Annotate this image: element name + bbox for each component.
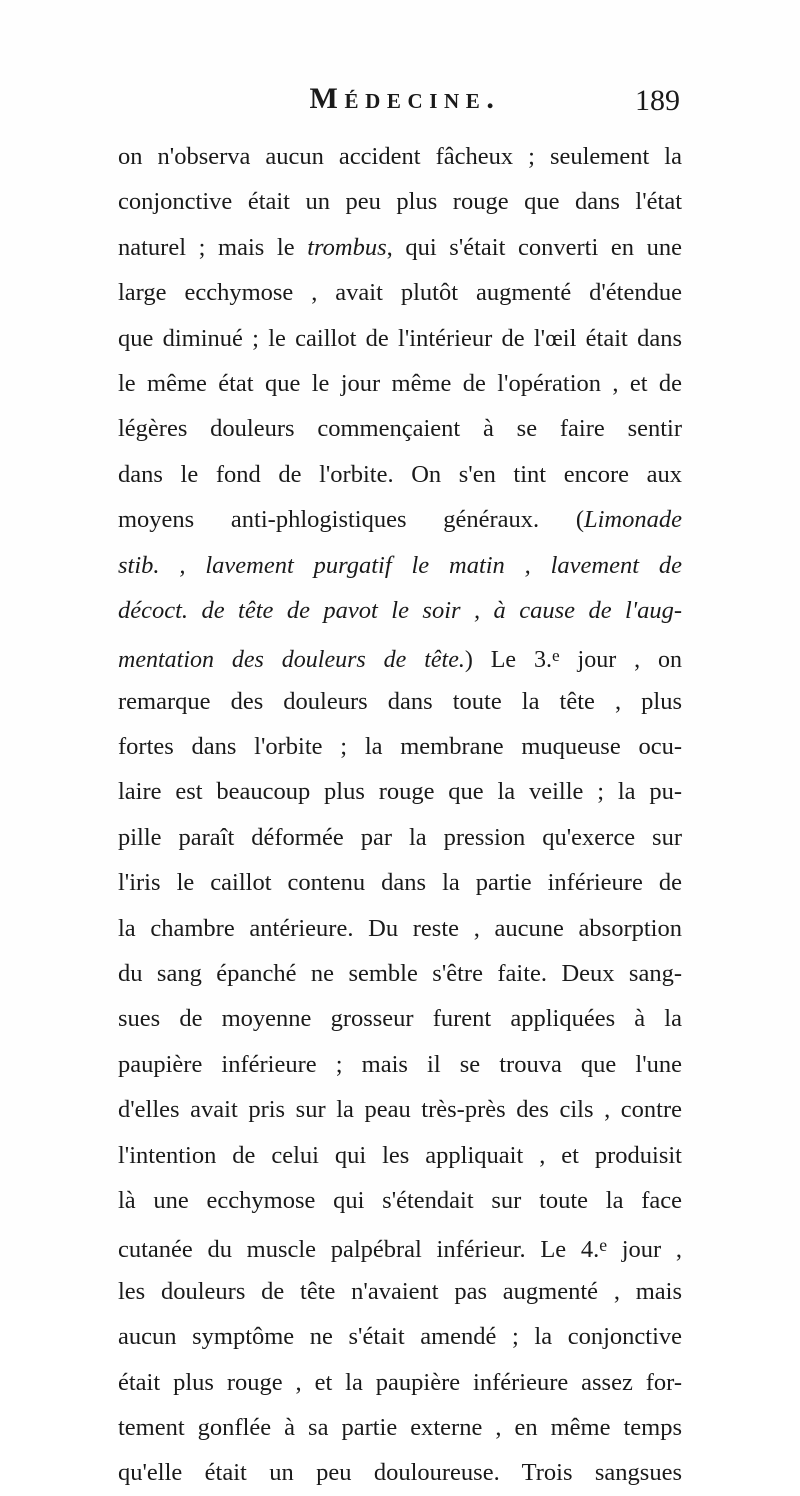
text-segment: large ecchymose , avait plutôt augmenté d'étendue — [118, 279, 682, 307]
italic-text: stib. , lavement purgatif le matin , lavement de — [118, 551, 682, 579]
text-segment: jour , — [607, 1236, 682, 1264]
text-segment: la chambre antérieure. Du reste , aucune absorption — [118, 914, 682, 942]
text-line — [118, 1178, 682, 1223]
italic-text: mentation des douleurs de tête. — [118, 647, 465, 674]
superscript-text: e — [551, 646, 560, 666]
text-line — [118, 452, 682, 497]
text-segment: cutanée du muscle palpébral inférieur. Le 4. — [118, 1236, 600, 1264]
text-line — [118, 1314, 682, 1359]
text-line — [118, 860, 682, 905]
text-segment: naturel ; mais le — [118, 233, 308, 261]
text-line — [118, 906, 682, 951]
text-line — [118, 179, 682, 224]
text-segment: les douleurs de tête n'avaient pas augmenté , mais — [118, 1277, 682, 1305]
text-segment: pille paraît déformée par la pression qu'exerce sur — [118, 823, 682, 851]
text-line — [118, 225, 682, 270]
text-line — [118, 543, 682, 588]
text-segment: qu'elle était un peu douloureuse. Trois sangsues — [118, 1459, 682, 1487]
text-line — [118, 815, 682, 860]
text-line — [118, 951, 682, 996]
text-segment: dans le fond de l'orbite. On s'en tint encore aux — [118, 460, 682, 488]
text-segment: on n'observa aucun accident fâcheux ; seulement la — [118, 143, 682, 170]
text-segment: aucun symptôme ne s'était amendé ; la conjonctive — [118, 1323, 682, 1351]
page-number: 189 — [635, 84, 680, 117]
text-line — [118, 679, 682, 724]
text-segment: du sang épanché ne semble s'être faite. Deux sang- — [118, 960, 682, 988]
text-line — [118, 316, 682, 361]
text-segment: moyens anti-phlogistiques généraux. ( — [118, 506, 584, 534]
italic-text: décoct. de tête de pavot le soir , à cause de l'aug- — [118, 596, 682, 624]
text-segment: fortes dans l'orbite ; la membrane muqueuse ocu- — [118, 733, 682, 761]
text-segment: sues de moyenne grosseur furent appliquées à la — [118, 1005, 682, 1033]
text-segment: là une ecchymose qui s'étendait sur toute la face — [118, 1186, 682, 1214]
text-line — [118, 996, 682, 1041]
text-line — [118, 406, 682, 451]
text-segment: laire est beaucoup plus rouge que la veille ; la pu- — [118, 778, 682, 806]
text-line — [118, 1450, 682, 1495]
text-line — [118, 1087, 682, 1132]
text-segment: légères douleurs commençaient à se faire sentir — [118, 415, 682, 443]
text-segment: le même état que le jour même de l'opération , et de — [118, 369, 682, 397]
page-header — [130, 82, 680, 126]
italic-text: Limonade — [584, 506, 682, 534]
text-line — [118, 134, 682, 179]
text-segment: l'intention de celui qui les appliquait , et produisit — [118, 1141, 682, 1169]
text-segment: l'iris le caillot contenu dans la partie inférieure de — [118, 869, 682, 897]
text-segment: était plus rouge , et la paupière inférieure assez for- — [118, 1368, 682, 1396]
text-segment: conjonctive était un peu plus rouge que dans l'état — [118, 188, 682, 216]
text-line — [118, 724, 682, 769]
italic-text: trombus — [307, 233, 387, 261]
running-title: Médecine. — [309, 82, 501, 115]
body-text — [118, 134, 682, 1496]
text-line — [118, 497, 682, 542]
text-line — [118, 769, 682, 814]
text-line — [118, 270, 682, 315]
text-line — [118, 1133, 682, 1178]
text-segment: , qui s'était converti en une — [386, 233, 682, 261]
text-segment: paupière inférieure ; mais il se trouva que l'une — [118, 1050, 682, 1078]
text-line — [118, 1360, 682, 1405]
text-line — [118, 1223, 682, 1268]
text-line — [118, 1405, 682, 1450]
text-line — [118, 633, 682, 678]
text-segment: remarque des douleurs dans toute la tête , plus — [118, 687, 682, 715]
text-segment: que diminué ; le caillot de l'intérieur de l'œil était dans — [118, 324, 682, 352]
text-line — [118, 1042, 682, 1087]
text-segment: tement gonflée à sa partie externe , en même temps — [118, 1413, 682, 1441]
text-segment: jour , on — [559, 647, 682, 674]
text-segment: ) Le 3. — [464, 647, 552, 674]
text-line — [118, 1269, 682, 1314]
superscript-text: e — [599, 1235, 608, 1256]
text-line — [118, 361, 682, 406]
text-segment: d'elles avait pris sur la peau très-près des cils , contre — [118, 1096, 682, 1124]
text-line — [118, 588, 682, 633]
